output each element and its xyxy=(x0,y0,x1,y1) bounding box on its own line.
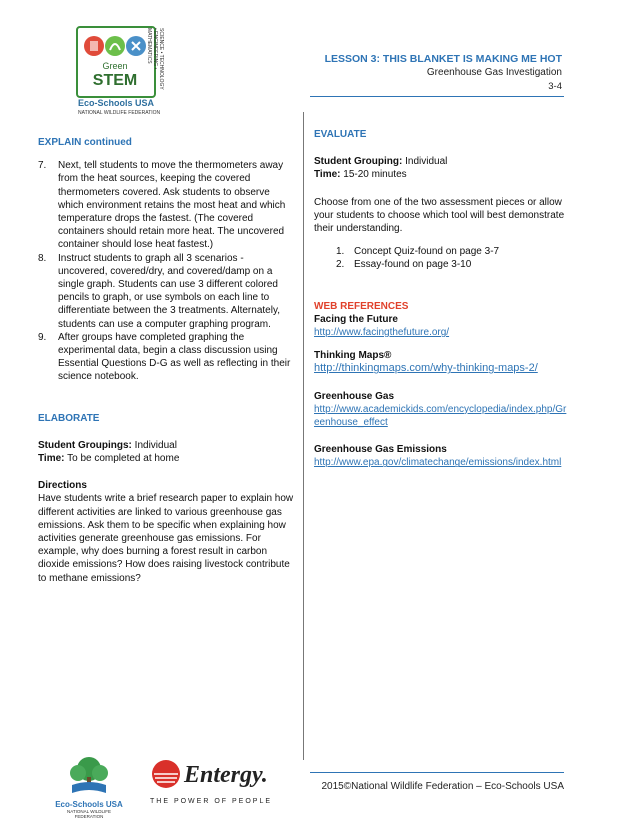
entergy-logo xyxy=(150,758,300,814)
logo-green-text: Green xyxy=(102,61,128,71)
ref-title: Greenhouse Gas Emissions xyxy=(314,444,447,456)
lesson-title: LESSON 3: THIS BLANKET IS MAKING ME HOT xyxy=(324,53,562,65)
step-text: After groups have completed graphing the experimental data, begin a class discussion using Essential Questions D-G as well as reflecting in their science notebook. xyxy=(58,331,291,383)
logo-eco-schools: Eco-Schools USA xyxy=(78,98,155,108)
footer-copyright: 2015©National Wildlife Federation – Eco-Schools USA xyxy=(321,781,564,792)
right-column xyxy=(314,128,570,470)
step-text: Instruct students to graph all 3 scenarios - uncovered, covered/dry, and covered/damp on a single graph. Students can use 3 different colored pencils to graph, or use symbols on each line to differentiate between the 3 treatments. Alternately, students can use a computer graphing program. xyxy=(58,252,280,330)
elaborate-grouping xyxy=(38,439,294,452)
evaluate-time xyxy=(314,168,570,181)
footer-rule xyxy=(310,772,564,773)
elaborate-title: ELABORATE xyxy=(38,412,100,424)
list-item xyxy=(38,159,294,251)
time-label: Time: xyxy=(38,453,65,465)
step-text: Next, tell students to move the thermometers away from the heat sources, keeping the covered thermometers covered. Ask students to observe which environment retains the most heat and which temperature drops the fastest. (The covered containers should retain more heat. The uncovered container should lose heat fastest.) xyxy=(58,160,286,251)
step-number: 9. xyxy=(38,331,47,343)
grouping-label: Student Grouping: xyxy=(314,156,403,168)
ref-title: Greenhouse Gas xyxy=(314,390,395,402)
assessment-text: Concept Quiz-found on page 3-7 xyxy=(354,246,500,258)
assessment-number: 2. xyxy=(336,259,345,271)
ref-title: Facing the Future xyxy=(314,313,398,325)
evaluate-title: EVALUATE xyxy=(314,129,367,140)
logo-icons xyxy=(82,32,148,60)
eco-logo-text: Eco-Schools USA xyxy=(55,800,123,809)
web-references-title: WEB REFERENCES xyxy=(314,300,409,312)
time-value: To be completed at home xyxy=(64,453,180,465)
grouping-value: Individual xyxy=(131,439,177,451)
logo-nwf: NATIONAL WILDLIFE FEDERATION xyxy=(78,110,161,116)
assessment-list xyxy=(314,245,570,271)
explain-steps xyxy=(38,159,294,383)
ref-link[interactable]: http://thinkingmaps.com/why-thinking-maps-2/ xyxy=(314,362,538,375)
ref-link[interactable]: http://www.epa.gov/climatechange/emissions/index.html xyxy=(314,457,562,469)
page-number: 3-4 xyxy=(548,81,562,92)
evaluate-grouping xyxy=(314,155,570,168)
step-number: 7. xyxy=(38,160,47,172)
step-number: 8. xyxy=(38,252,47,264)
eco-schools-logo xyxy=(54,755,124,817)
ref-title: Thinking Maps® xyxy=(314,350,392,362)
header-rule xyxy=(310,96,564,97)
entergy-sun-icon xyxy=(150,758,182,790)
grouping-value: Individual xyxy=(402,156,448,168)
time-value: 15-20 minutes xyxy=(340,169,407,181)
ref-thinking-maps xyxy=(314,349,570,375)
entergy-tagline: THE POWER OF PEOPLE xyxy=(150,798,273,805)
evaluate-intro: Choose from one of the two assessment pieces or allow your students to choose which tool will best demonstrate their understanding. xyxy=(314,196,565,235)
lesson-subtitle: Greenhouse Gas Investigation xyxy=(426,67,562,78)
explain-title: EXPLAIN continued xyxy=(38,137,132,148)
list-item xyxy=(38,331,294,384)
entergy-name: Entergy. xyxy=(184,762,268,788)
assessment-number: 1. xyxy=(336,246,345,258)
ref-link[interactable]: http://www.facingthefuture.org/ xyxy=(314,327,450,339)
list-item xyxy=(38,252,294,331)
eco-logo-sub: NATIONAL WILDLIFE FEDERATION xyxy=(66,809,111,819)
ref-greenhouse-gas xyxy=(314,390,570,430)
directions-title: Directions xyxy=(38,480,87,492)
directions-text: Have students write a brief research paper to explain how different activities are linked to various greenhouse gas emissions. Ask them to be specific when explaining how activities generate greenhouse gas emissions. For example, why does burning a forest result in carbon dioxide emissions? How does raising livestock contribute to methane emissions? xyxy=(38,493,294,584)
list-item xyxy=(314,258,570,271)
grouping-label: Student Groupings: xyxy=(38,439,132,451)
logo-side-text: SCIENCE • TECHNOLOGY • ENGINEERING • MATHEMATICS xyxy=(146,28,164,90)
assessment-text: Essay-found on page 3-10 xyxy=(354,259,472,271)
time-label: Time: xyxy=(314,169,341,181)
tree-book-icon xyxy=(54,755,124,795)
left-column xyxy=(38,136,294,585)
ref-facing-future xyxy=(314,313,570,339)
green-stem-logo xyxy=(74,24,170,120)
elaborate-time xyxy=(38,452,294,465)
list-item xyxy=(314,245,570,258)
ref-greenhouse-emissions xyxy=(314,443,570,469)
logo-stem-text: STEM xyxy=(92,72,138,89)
ref-link[interactable]: http://www.academickids.com/encyclopedia/index.php/Greenhouse_effect xyxy=(314,403,567,429)
column-divider xyxy=(303,112,304,760)
